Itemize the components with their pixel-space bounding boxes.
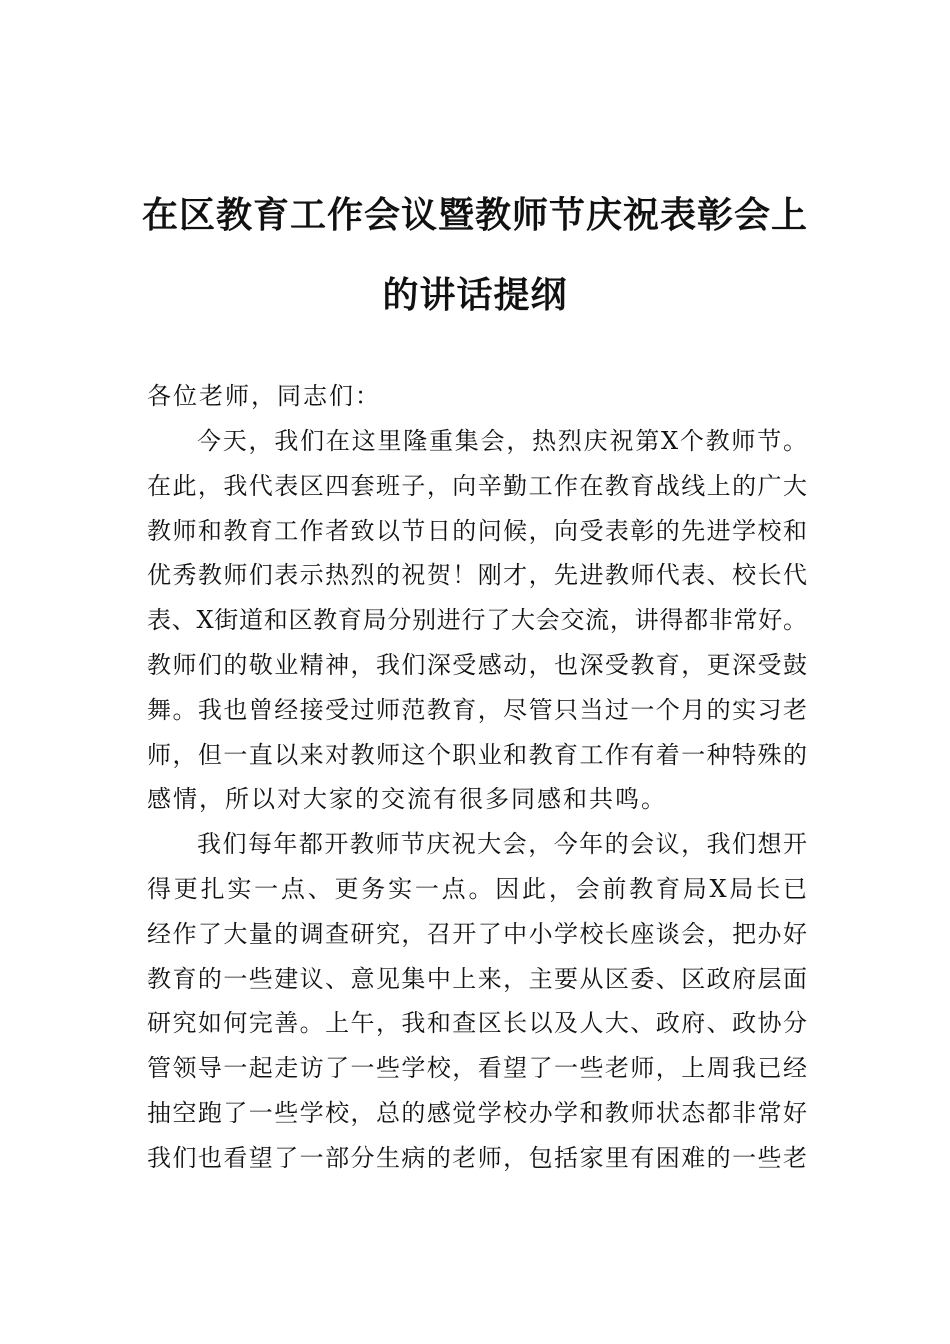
document-title-line-1: 在区教育工作会议暨教师节庆祝表彰会上 (141, 194, 808, 236)
paragraph-1-line: 感情，所以对大家的交流有很多同感和共鸣。 (147, 785, 667, 813)
paragraph-2-line: 我们每年都开教师节庆祝大会，今年的会议，我们想开 (197, 830, 807, 858)
paragraph-1-line: 教师们的敬业精神，我们深受感动，也深受教育，更深受鼓 (147, 651, 807, 679)
paragraph-2-line: 教育的一些建议、意见集中上来，主要从区委、区政府层面 (147, 965, 807, 993)
paragraph-2-line: 抽空跑了一些学校，总的感觉学校办学和教师状态都非常好 (147, 1099, 807, 1127)
paragraph-1-line: 师，但一直以来对教师这个职业和教育工作有着一种特殊的 (147, 741, 807, 769)
paragraph-2-line: 研究如何完善。上午，我和查区长以及人大、政府、政协分 (147, 1009, 807, 1037)
paragraph-2-line: 经作了大量的调查研究，召开了中小学校长座谈会，把办好 (147, 920, 807, 948)
paragraph-2-line: 管领导一起走访了一些学校，看望了一些老师，上周我已经 (147, 1054, 807, 1082)
paragraph-1-line: 今天，我们在这里隆重集会，热烈庆祝第X个教师节。 (197, 427, 807, 455)
paragraph-1-line: 在此，我代表区四套班子，向辛勤工作在教育战线上的广大 (147, 472, 807, 500)
salutation: 各位老师，同志们： (147, 382, 381, 410)
paragraph-1-line: 教师和教育工作者致以节日的问候，向受表彰的先进学校和 (147, 517, 807, 545)
paragraph-1-line: 表、X街道和区教育局分别进行了大会交流，讲得都非常好。 (147, 606, 807, 634)
paragraph-1-line: 舞。我也曾经接受过师范教育，尽管只当过一个月的实习老 (147, 696, 807, 724)
paragraph-1-line: 优秀教师们表示热烈的祝贺！刚才，先进教师代表、校长代 (147, 561, 807, 589)
paragraph-2-line: 得更扎实一点、更务实一点。因此，会前教育局X局长已 (147, 875, 807, 903)
document-title-line-2: 的讲话提纲 (382, 274, 568, 316)
paragraph-2-line: 我们也看望了一部分生病的老师，包括家里有困难的一些老 (147, 1144, 807, 1172)
